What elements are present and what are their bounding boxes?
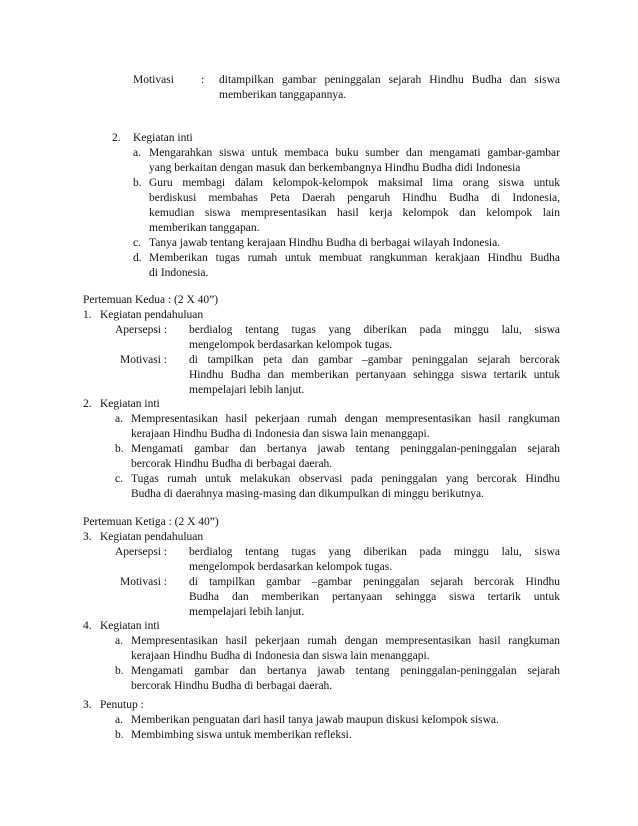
meeting-heading: Pertemuan Kedua : (2 X 40”) bbox=[83, 294, 219, 306]
text-line: Tugas rumah untuk melakukan observasi pada peninggalan yang bercorak Hindhu bbox=[131, 473, 560, 485]
section-title: Kegiatan pendahuluan bbox=[100, 531, 204, 543]
text-line: memberikan tanggapannya. bbox=[219, 89, 347, 101]
text-line: berdialog tentang tugas yang diberikan pada minggu lalu, siswa bbox=[189, 546, 560, 558]
text-line: Tanya jawab tentang kerajaan Hindhu Budha di berbagai wilayah Indonesia. bbox=[149, 237, 501, 249]
list-marker: b. bbox=[133, 177, 142, 189]
text-line: kerajaan Hindhu Budha di Indonesia dan siswa lain menanggapi. bbox=[131, 650, 430, 662]
text-line: mempelajari lebih lanjut. bbox=[189, 384, 305, 396]
section-number: 2. bbox=[112, 132, 121, 144]
text-line: berdiskusi membahas Peta Daerah pengaruh Hindhu Budha di Indonesia, bbox=[149, 192, 560, 204]
text-line: Budha dan memberikan pertanyaan sehingga siswa tertarik untuk bbox=[189, 591, 560, 603]
list-marker: b. bbox=[115, 443, 124, 455]
apersepsi-label: Apersepsi : bbox=[115, 546, 168, 558]
motivasi-text bbox=[219, 73, 560, 103]
text-line: bercorak Hindhu Budha di berbagai daerah. bbox=[131, 458, 333, 470]
text-line: Membimbing siswa untuk memberikan refleksi. bbox=[131, 729, 352, 741]
section-title: Kegiatan inti bbox=[133, 132, 193, 144]
section-number: 4. bbox=[83, 620, 92, 632]
section-number: 3. bbox=[83, 531, 92, 543]
text-line: bercorak Hindhu Budha di berbagai daerah. bbox=[131, 680, 333, 692]
motivasi-label: Motivasi : bbox=[120, 354, 167, 366]
list-marker: c. bbox=[115, 473, 123, 485]
apersepsi-label: Apersepsi : bbox=[115, 324, 168, 336]
text-line: Mengarahkan siswa untuk membaca buku sumber dan mengamati gambar-gambar bbox=[149, 147, 560, 159]
text-line: di tampilkan gambar –gambar peninggalan sejarah bercorak Hindhu bbox=[189, 576, 560, 588]
text-line: di tampilkan peta dan gambar –gambar peninggalan sejarah bercorak bbox=[189, 354, 560, 366]
text-line: Mempresentasikan hasil pekerjaan rumah dengan mempresentasikan hasil rangkuman bbox=[131, 635, 560, 647]
list-marker: a. bbox=[115, 714, 123, 726]
apersepsi-text bbox=[189, 323, 560, 353]
text-line: mempelajari lebih lanjut. bbox=[189, 606, 305, 618]
motivasi-colon: : bbox=[201, 74, 205, 86]
text-line: kerajaan Hindhu Budha di Indonesia dan siswa lain menanggapi. bbox=[131, 428, 430, 440]
text-line: Mempresentasikan hasil pekerjaan rumah dengan mempresentasikan hasil rangkuman bbox=[131, 413, 560, 425]
section-title: Kegiatan inti bbox=[100, 398, 160, 410]
text-line: berdialog tentang tugas yang diberikan pada minggu lalu, siswa bbox=[189, 324, 560, 336]
text-line: Memberikan penguatan dari hasil tanya jawab maupun diskusi kelompok siswa. bbox=[131, 714, 499, 726]
text-line: Hindhu Budha dan memberikan pertanyaan sehingga siswa tertarik untuk bbox=[189, 369, 560, 381]
motivasi-label: Motivasi bbox=[133, 74, 174, 86]
text-line: Mengamati gambar dan bertanya jawab tentang peninggalan-peninggalan sejarah bbox=[131, 665, 560, 677]
text-line: yang berkaitan dengan masuk dan berkembangnya Hindhu Budha didi Indonesia bbox=[149, 162, 521, 174]
text-line: Mengamati gambar dan bertanya jawab tentang peninggalan-peninggalan sejarah bbox=[131, 443, 560, 455]
text-line: memberikan tanggapan. bbox=[149, 222, 260, 234]
text-line: Memberikan tugas rumah untuk membuat rangkunman kerakjaan Hindhu Budha bbox=[149, 252, 560, 264]
text-line: ditampilkan gambar peninggalan sejarah Hindhu Budha dan siswa bbox=[219, 74, 560, 86]
motivasi-text bbox=[189, 575, 560, 620]
list-marker: c. bbox=[133, 237, 141, 249]
section-number: 1. bbox=[83, 309, 92, 321]
text-line: mengelompok berdasarkan kelompok tugas. bbox=[189, 561, 393, 573]
text-line: Guru membagi dalam kelompok-kelompok maksimal lima orang siswa untuk bbox=[149, 177, 560, 189]
text-line: di Indonesia. bbox=[149, 267, 209, 279]
list-marker: b. bbox=[115, 665, 124, 677]
section-title: Kegiatan inti bbox=[100, 620, 160, 632]
list-marker: a. bbox=[115, 413, 123, 425]
section-title: Penutup : bbox=[100, 699, 144, 711]
text-line: Budha di daerahnya masing-masing dan dikumpulkan di minggu berikutnya. bbox=[131, 488, 484, 500]
text-line: mengelompok berdasarkan kelompok tugas. bbox=[189, 339, 393, 351]
list-marker: b. bbox=[115, 729, 124, 741]
section-number: 3. bbox=[83, 699, 92, 711]
apersepsi-text bbox=[189, 545, 560, 575]
section-number: 2. bbox=[83, 398, 92, 410]
list-marker: a. bbox=[133, 147, 141, 159]
motivasi-text bbox=[189, 353, 560, 398]
motivasi-label: Motivasi : bbox=[120, 576, 167, 588]
list-marker: d. bbox=[133, 252, 142, 264]
list-marker: a. bbox=[115, 635, 123, 647]
meeting-heading: Pertemuan Ketiga : (2 X 40”) bbox=[83, 516, 219, 528]
section-title: Kegiatan pendahuluan bbox=[100, 309, 204, 321]
text-line: kemudian siswa mempresentasikan hasil kerja kelompok dan kelompok lain bbox=[149, 207, 560, 219]
